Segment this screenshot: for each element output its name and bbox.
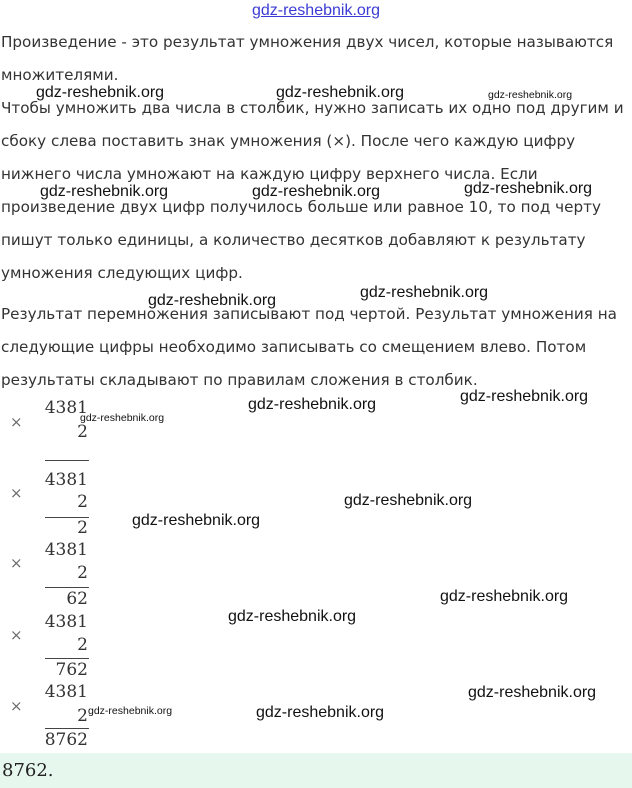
multiplier: 2 xyxy=(77,563,88,583)
multiplicand: 4381 xyxy=(44,612,88,632)
calc-rule xyxy=(45,460,89,461)
watermark: gdz-reshebnik.org xyxy=(440,588,569,605)
watermark: gdz-reshebnik.org xyxy=(88,705,173,717)
watermark: gdz-reshebnik.org xyxy=(464,180,593,197)
multiply-sign: × xyxy=(10,413,23,431)
calc-step-2 xyxy=(0,470,100,540)
definition-paragraph: Произведение - это результат умножения двух чисел, которые называются множителями. xyxy=(1,33,614,84)
multiply-sign: × xyxy=(10,697,23,715)
partial-result: 8762 xyxy=(44,730,88,750)
multiply-sign: × xyxy=(10,484,23,502)
multiplicand: 4381 xyxy=(44,398,88,418)
watermark: gdz-reshebnik.org xyxy=(80,412,165,424)
result-paragraph: Результат перемножения записывают под чертой. Результат умножения на следующие цифры необходимо записывать со смещением влево. Потом результаты складывают по правилам сложения в столбик. xyxy=(1,305,617,389)
calc-step-3 xyxy=(0,540,100,610)
multiplier: 2 xyxy=(77,492,88,512)
watermark: gdz-reshebnik.org xyxy=(40,183,169,200)
partial-result: 62 xyxy=(66,589,88,609)
calc-step-4 xyxy=(0,612,100,682)
multiplicand: 4381 xyxy=(44,682,88,702)
multiplier: 2 xyxy=(77,635,88,655)
watermark: gdz-reshebnik.org xyxy=(460,388,589,405)
watermark: gdz-reshebnik.org xyxy=(248,396,377,413)
watermark: gdz-reshebnik.org xyxy=(228,608,357,625)
calc-step-1 xyxy=(0,398,100,462)
method-paragraph: Чтобы умножить два числа в столбик, нужно записать их одно под другим и сбоку слева поставить знак умножения (×). После чего каждую цифру нижнего числа умножают на каждую цифру верхнего числа. Если произведение двух цифр получилось больше или равное 10, то под черту пишут только единицы, а количество десятков добавляют к результату умножения следующих цифр. xyxy=(1,99,624,282)
watermark: gdz-reshebnik.org xyxy=(132,512,261,529)
multiply-sign: × xyxy=(10,554,23,572)
site-link[interactable]: gdz-reshebnik.org xyxy=(251,2,381,19)
calc-rule xyxy=(45,658,89,659)
watermark: gdz-reshebnik.org xyxy=(252,183,381,200)
watermark: gdz-reshebnik.org xyxy=(256,704,385,721)
watermark: gdz-reshebnik.org xyxy=(276,84,405,101)
multiplicand: 4381 xyxy=(44,470,88,490)
answer-box xyxy=(0,753,632,788)
calc-rule xyxy=(45,728,89,729)
partial-result: 762 xyxy=(55,660,88,680)
watermark: gdz-reshebnik.org xyxy=(344,492,473,509)
partial-result: 2 xyxy=(77,518,88,538)
multiplier: 2 xyxy=(77,422,88,442)
answer-value: 8762. xyxy=(2,760,54,781)
calc-rule xyxy=(45,587,89,588)
multiplicand: 4381 xyxy=(44,540,88,560)
watermark: gdz-reshebnik.org xyxy=(36,84,165,101)
multiplier: 2 xyxy=(77,706,88,726)
watermark: gdz-reshebnik.org xyxy=(468,684,597,701)
multiply-sign: × xyxy=(10,626,23,644)
watermark: gdz-reshebnik.org xyxy=(360,284,489,301)
watermark: gdz-reshebnik.org xyxy=(148,292,277,309)
watermark: gdz-reshebnik.org xyxy=(488,89,573,101)
calc-step-5 xyxy=(0,682,100,752)
